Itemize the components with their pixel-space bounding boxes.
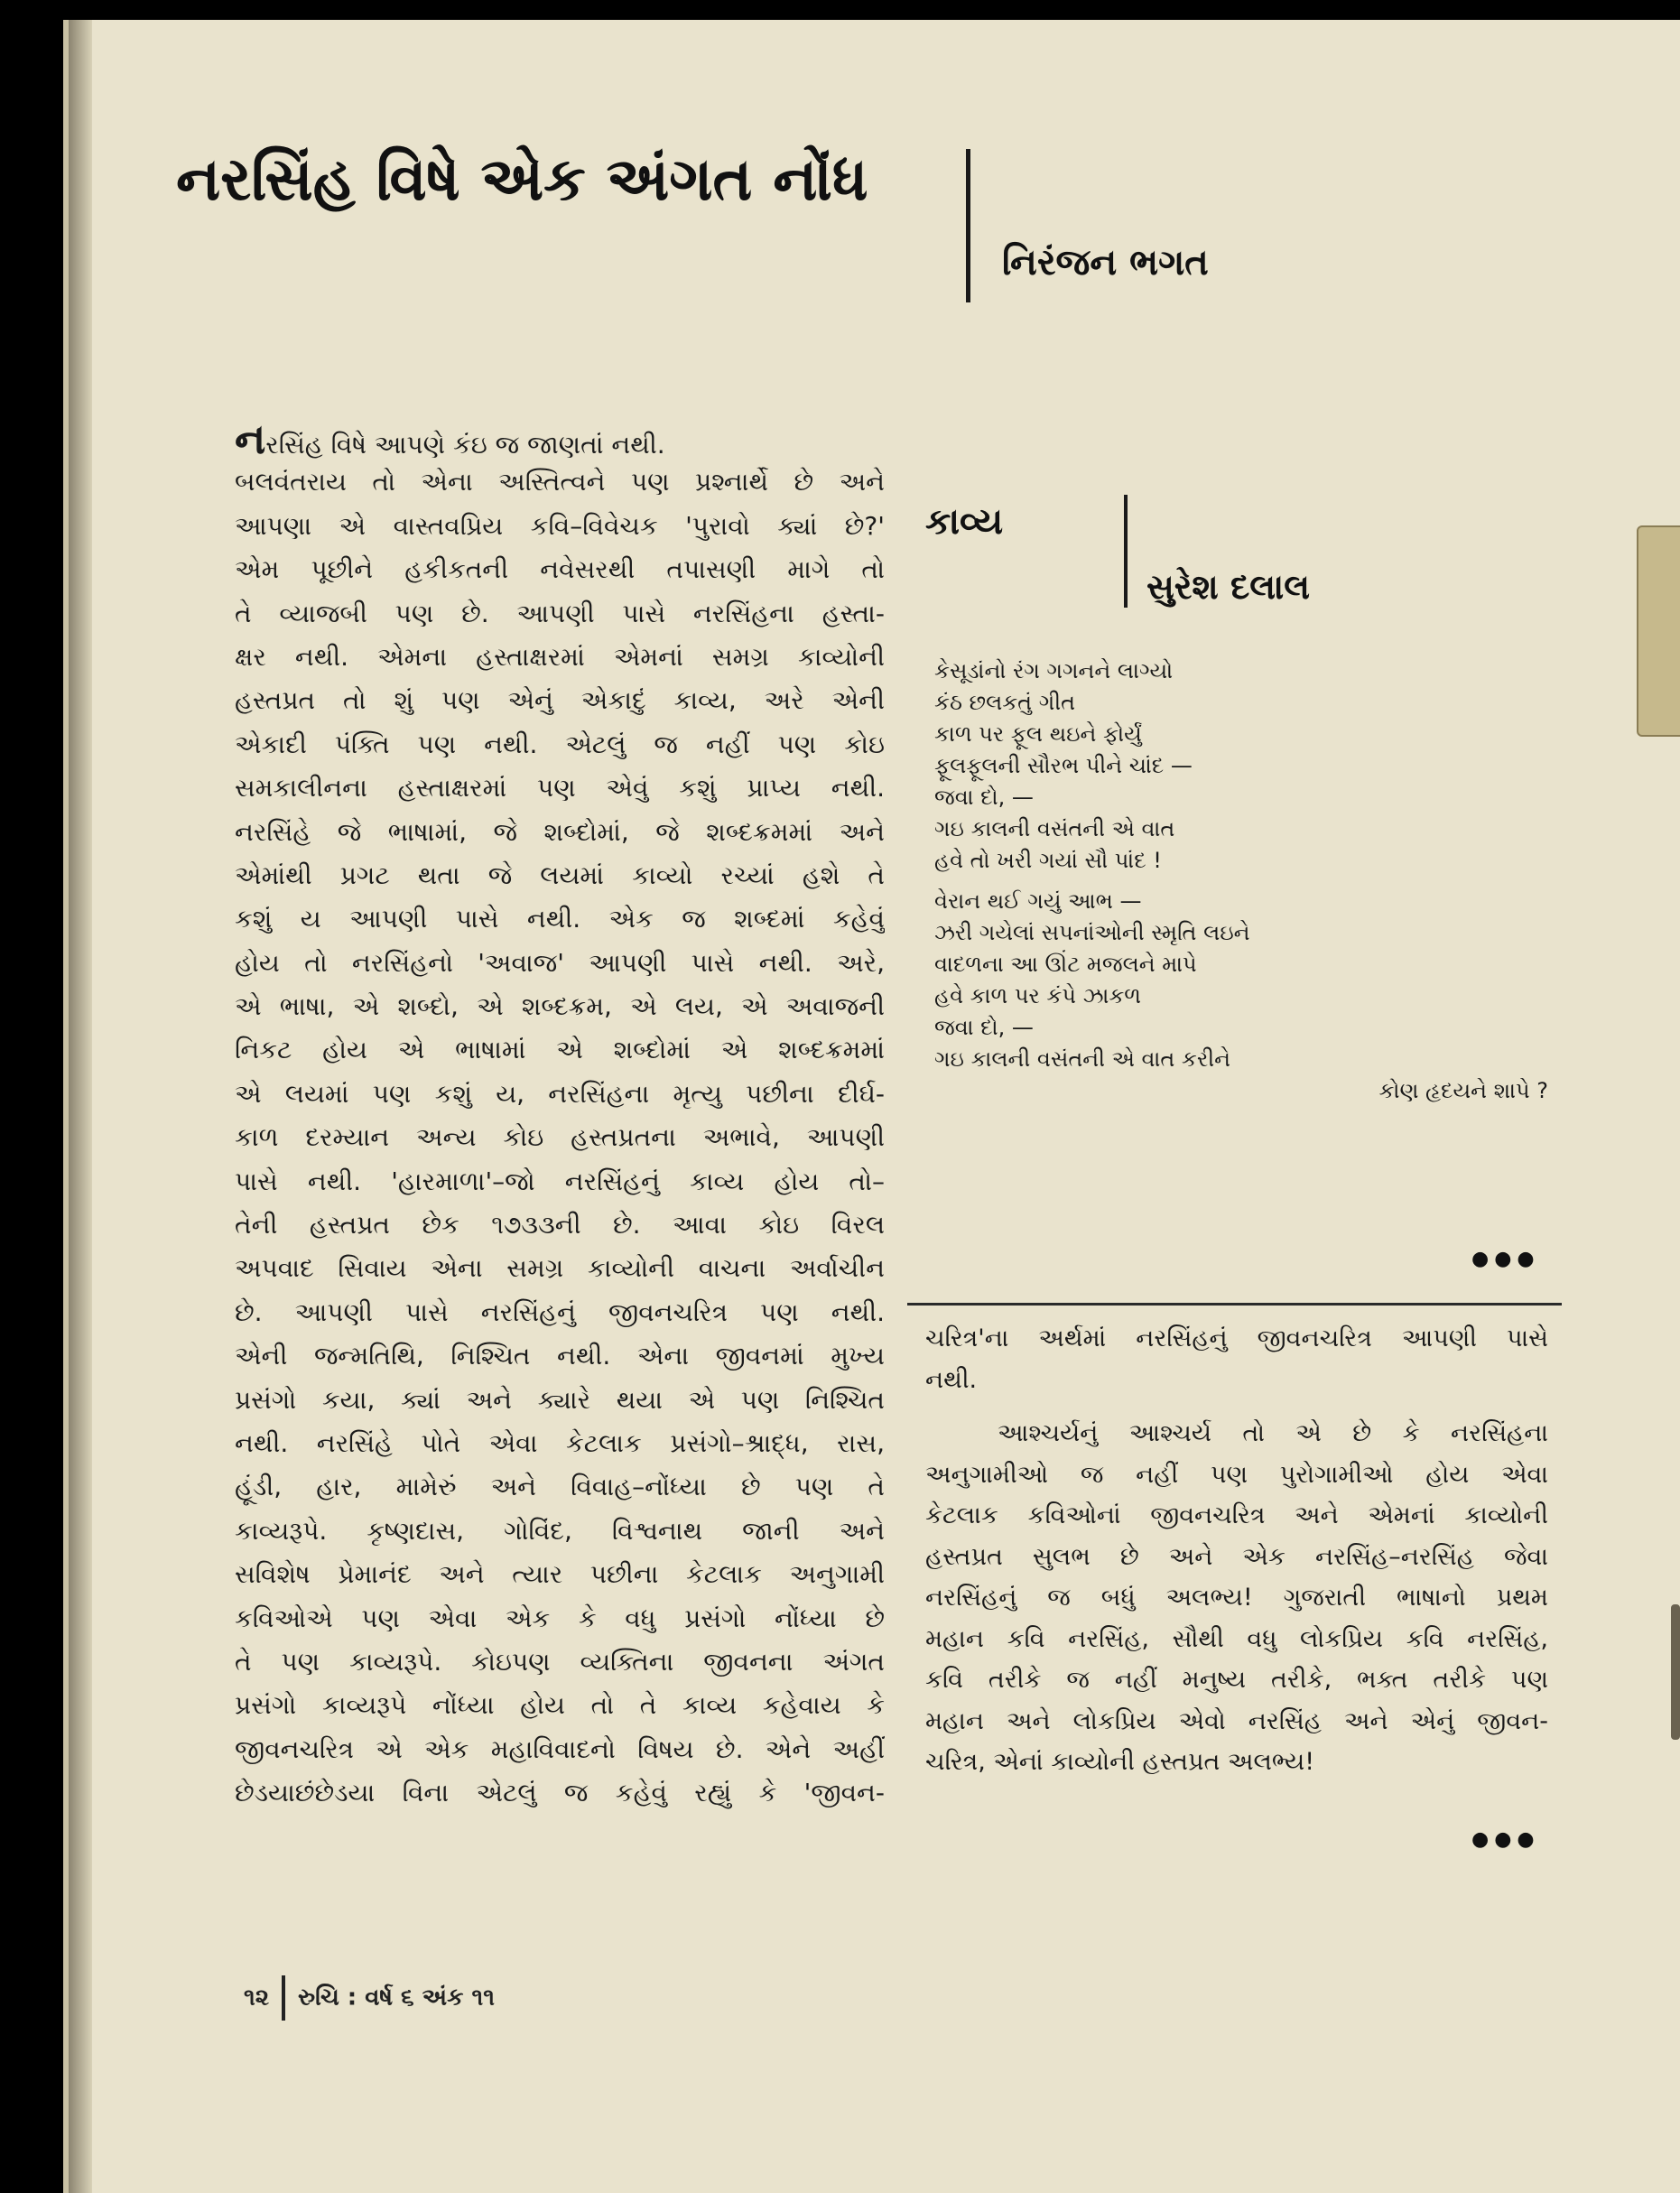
body-line [235, 417, 885, 460]
body-line: નિકટ હોય એ ભાષામાં એ શબ્દોમાં એ શબ્દક્રમમાં [235, 1035, 885, 1065]
body-line: કવિઓએ પણ એવા એક કે વધુ પ્રસંગો નોંધ્યા છે [235, 1603, 885, 1633]
body-line: કાળ દરમ્યાન અન્ય કોઇ હસ્તપ્રતના અભાવે, આપણી [235, 1122, 885, 1153]
poem-line: ઝરી ગયેલાં સપનાંઓની સ્મૃતિ લઇને [934, 920, 1250, 945]
body-line: બલવંતરાય તો એના અસ્તિત્વને પણ પ્રશ્નાર્થે છે અને [235, 467, 885, 497]
poem-closing-line: કોણ હૃદયને શાપે ? [1378, 1078, 1548, 1103]
poem-title: કાવ્ય [925, 501, 1004, 543]
body-line: તે પણ કાવ્યરૂપે. કોઇપણ વ્યક્તિના જીવનના અંગત [235, 1646, 885, 1677]
closing-line: હસ્તપ્રત સુલભ છે અને એક નરસિંહ–નરસિંહ જેવા [925, 1542, 1548, 1571]
body-line: સમકાલીનના હસ્તાક્ષરમાં પણ એવું કશું પ્રાપ્ય નથી. [235, 773, 885, 804]
body-line-text: રસિંહ વિષે આપણે કંઇ જ જાણતાં નથી. [265, 430, 665, 460]
continuation-line: નથી. [925, 1365, 978, 1394]
body-line: છે. આપણી પાસે નરસિંહનું જીવનચરિત્ર પણ નથી. [235, 1296, 885, 1327]
poem-line: હવે કાળ પર કંપે ઝાકળ [934, 983, 1142, 1008]
page-footer [244, 1975, 495, 2021]
body-line: કશું ય આપણી પાસે નથી. એક જ શબ્દમાં કહેવું [235, 904, 885, 934]
article-end-mark: ●●● [1471, 1828, 1540, 1851]
page-gutter [69, 20, 92, 2193]
body-line: પાસે નથી. 'હારમાળા'–જો નરસિંહનું કાવ્ય હોય તો– [235, 1166, 885, 1196]
body-line: કાવ્યરૂપે. કૃષ્ણદાસ, ગોવિંદ, વિશ્વનાથ જાની અને [235, 1515, 885, 1546]
article-continuation [925, 1318, 1548, 1783]
body-line: પ્રસંગો કયા, ક્યાં અને ક્યારે થયા એ પણ નિશ્ચિત [235, 1384, 885, 1415]
closing-line: કવિ તરીકે જ નહીં મનુષ્ય તરીકે, ભક્ત તરીકે પણ [925, 1666, 1548, 1694]
body-line: સવિશેષ પ્રેમાનંદ અને ત્યાર પછીના કેટલાક અનુગામી [235, 1559, 885, 1590]
poem-body [934, 655, 1548, 1107]
closing-line: આશ્ચર્યનું આશ્ચર્ય તો એ છે કે નરસિંહના [998, 1419, 1548, 1447]
drop-cap: ન [235, 417, 266, 461]
body-line: નરસિંહે જે ભાષામાં, જે શબ્દોમાં, જે શબ્દક્રમમાં અને [235, 816, 885, 847]
poem-end-mark: ●●● [1471, 1248, 1540, 1270]
body-line: જીવનચરિત્ર એ એક મહાવિવાદનો વિષય છે. એને અહીં [235, 1733, 885, 1764]
section-divider [907, 1303, 1562, 1306]
body-line: અપવાદ સિવાય એના સમગ્ર કાવ્યોની વાચના અર્વાચીન [235, 1253, 885, 1284]
poem-line: કાળ પર ફૂલ થઇને ફોર્યું [934, 721, 1142, 747]
closing-line: અનુગામીઓ જ નહીં પણ પુરોગામીઓ હોય એવા [925, 1460, 1548, 1489]
poem-line: જવા દો, — [934, 1015, 1034, 1040]
article-author: નિરંજન ભગત [1002, 242, 1209, 283]
poem-line: વેરાન થઈ ગયું આભ — [934, 888, 1142, 914]
poem-line: ગઇ કાલની વસંતની એ વાત [934, 816, 1175, 841]
stanza-gap [934, 877, 1548, 886]
poem-divider [1124, 495, 1128, 608]
bleed-through-text [1369, 146, 1658, 245]
poem-line: કંઠ છલકતું ગીત [934, 690, 1076, 715]
body-line: એ ભાષા, એ શબ્દો, એ શબ્દક્રમ, એ લય, એ અવાજની [235, 991, 885, 1022]
poem-line: હવે તો ખરી ગયાં સૌ પાંદ ! [934, 848, 1162, 873]
closing-line: કેટલાક કવિઓનાં જીવનચરિત્ર અને એમનાં કાવ્યોની [925, 1501, 1548, 1529]
body-line: આપણા એ વાસ્તવપ્રિય કવિ–વિવેચક 'પુરાવો ક્યાં છે?' [235, 510, 885, 541]
title-divider [966, 149, 970, 302]
body-line: હોય તો નરસિંહનો 'અવાજ' આપણી પાસે નથી. અરે, [235, 947, 885, 978]
page-number: ૧૨ [244, 1984, 270, 2012]
poem-line: કેસૂડાંનો રંગ ગગનને લાગ્યો [934, 658, 1174, 683]
continuation-line: ચરિત્ર'ના અર્થમાં નરસિંહનું જીવનચરિત્ર આપણી પાસે [925, 1324, 1548, 1352]
issue-label: રુચિ : વર્ષ ૬ અંક ૧૧ [298, 1984, 495, 2012]
closing-line: ચરિત્ર, એનાં કાવ્યોની હસ્તપ્રત અલભ્ય! [925, 1748, 1315, 1776]
footer-divider [282, 1975, 285, 2021]
body-line: એમાંથી પ્રગટ થતા જે લયમાં કાવ્યો રચ્યાં હશે તે [235, 860, 885, 890]
body-line: એની જન્મતિથિ, નિશ્ચિત નથી. એના જીવનમાં મુખ્ય [235, 1341, 885, 1371]
body-line: ક્ષર નથી. એમના હસ્તાક્ષરમાં એમનાં સમગ્ર કાવ્યોની [235, 641, 885, 672]
body-line: તેની હસ્તપ્રત છેક ૧૭૩૩ની છે. આવા કોઇ વિરલ [235, 1210, 885, 1241]
article-body [235, 417, 885, 1816]
body-line: તે વ્યાજબી પણ છે. આપણી પાસે નરસિંહના હસ્તા- [235, 598, 885, 628]
poem-line: ફૂલફૂલની સૌરભ પીને ચાંદ — [934, 753, 1193, 778]
poem-line: ગઇ કાલની વસંતની એ વાત કરીને [934, 1046, 1231, 1072]
closing-line: મહાન અને લોકપ્રિય એવો નરસિંહ અને એનું જીવન- [925, 1706, 1548, 1735]
article-title: નરસિંહ વિષે એક અંગત નોંધ [176, 144, 868, 214]
poem-line: વાદળના આ ઊંટ મજલને માપે [934, 952, 1197, 977]
binding-clip [1671, 1604, 1680, 1740]
body-line: હૂંડી, હાર, મામેરું અને વિવાહ–નોંધ્યા છે પણ તે [235, 1472, 885, 1502]
paragraph-gap [925, 1400, 1548, 1413]
body-line: નથી. નરસિંહે પોતે એવા કેટલાક પ્રસંગો–શ્રાદ્ધ, રાસ, [235, 1427, 885, 1458]
poem-line: જવા દો, — [934, 785, 1034, 810]
body-line: એ લયમાં પણ કશું ય, નરસિંહના મૃત્યુ પછીના દીર્ઘ- [235, 1078, 885, 1109]
poem-author: સુરેશ દલાલ [1146, 567, 1310, 607]
closing-line: નરસિંહનું જ બધું અલભ્ય! ગુજરાતી ભાષાનો પ્રથમ [925, 1584, 1548, 1612]
body-line: છેડયાછંછેડયા વિના એટલું જ કહેવું રહ્યું કે 'જીવન- [235, 1778, 885, 1808]
body-line: એકાદી પંક્તિ પણ નથી. એટલું જ નહીં પણ કોઇ [235, 729, 885, 759]
body-line: પ્રસંગો કાવ્યરૂપે નોંધ્યા હોય તો તે કાવ્ય કહેવાય કે [235, 1690, 885, 1721]
body-line: હસ્તપ્રત તો શું પણ એનું એકાદું કાવ્ય, અરે એની [235, 685, 885, 716]
page-tab-edge [1637, 525, 1680, 737]
body-line: એમ પૂછીને હકીકતની નવેસરથી તપાસણી માગે તો [235, 554, 885, 585]
closing-line: મહાન કવિ નરસિંહ, સૌથી વધુ લોકપ્રિય કવિ નરસિંહ, [925, 1624, 1548, 1653]
